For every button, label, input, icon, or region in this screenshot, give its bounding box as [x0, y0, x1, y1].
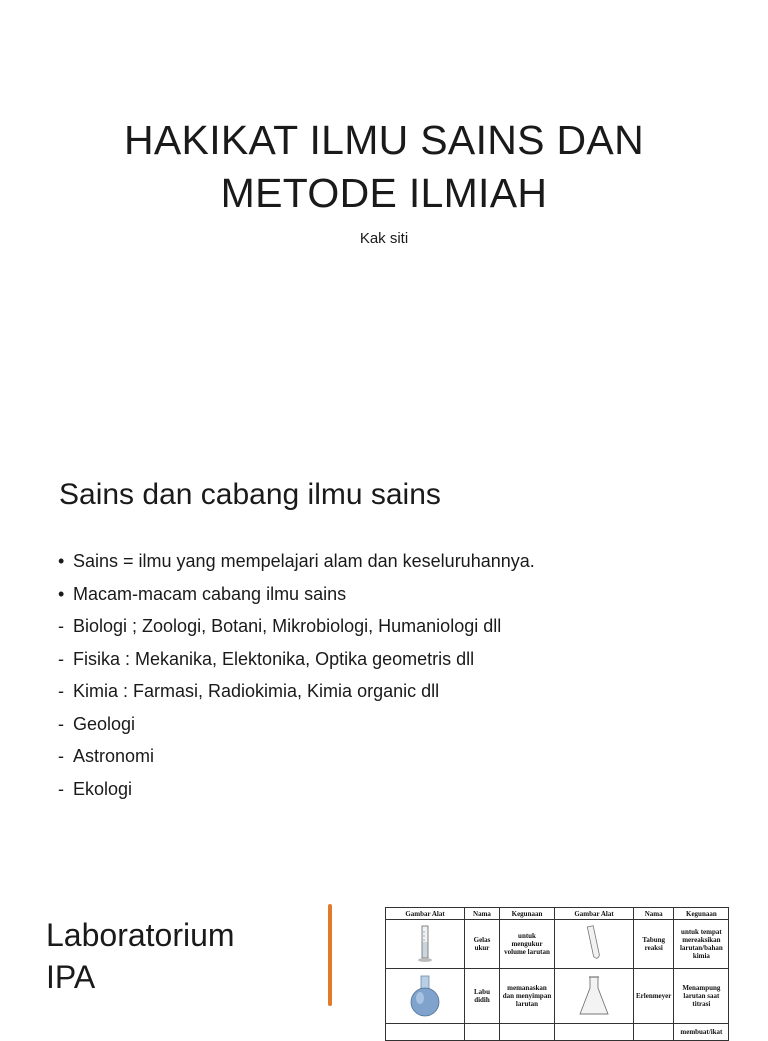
erlenmeyer-flask-icon [577, 974, 611, 1018]
boiling-flask-icon [407, 974, 443, 1018]
column-header: Kegunaan [674, 908, 729, 920]
dash-marker: - [58, 681, 64, 701]
equipment-name: Erlenmeyer [634, 969, 674, 1024]
list-item [58, 583, 535, 616]
equipment-name: Tabung reaksi [634, 920, 674, 969]
dash-marker: - [58, 713, 64, 734]
accent-divider [328, 904, 332, 1006]
table-row [386, 920, 729, 969]
column-header: Nama [465, 908, 500, 920]
title-slide [0, 0, 768, 432]
dash-marker: - [58, 778, 64, 799]
list-item-text: Sains = ilmu yang mempelajari alam dan keseluruhannya. [73, 551, 535, 571]
equipment-image-cell [386, 920, 465, 969]
bullet-marker: • [58, 551, 65, 571]
column-header: Nama [634, 908, 674, 920]
list-item-text: Fisika : Mekanika, Elektonika, Optika geometris dll [73, 648, 475, 669]
slide-title-line2: METODE ILMIAH [220, 170, 548, 216]
list-item-text: Macam-macam cabang ilmu sains [73, 583, 347, 604]
list-item [58, 745, 535, 778]
list-item-text: Biologi ; Zoologi, Botani, Mikrobiologi, Humaniologi dll [73, 616, 502, 636]
table-row [386, 1024, 729, 1041]
table-row [386, 969, 729, 1024]
equipment-name: Gelas ukur [465, 920, 500, 969]
column-header: Kegunaan [500, 908, 555, 920]
slide-subtitle: Kak siti [359, 230, 409, 247]
list-item-text: Geologi [73, 713, 136, 734]
list-item [58, 615, 535, 648]
content-slide [0, 442, 768, 874]
lab-title [46, 914, 235, 998]
list-item-text: Ekologi [73, 778, 133, 799]
list-item [58, 713, 535, 746]
bullet-list [58, 550, 535, 810]
equipment-use: memanaskan dan menyimpan larutan [500, 969, 555, 1024]
equipment-image-cell [555, 920, 634, 969]
equipment-use: Menampung larutan saat titrasi [674, 969, 729, 1024]
equipment-image-cell [386, 1024, 465, 1041]
list-item [58, 680, 535, 713]
equipment-use: untuk mengukur volume larutan [500, 920, 555, 969]
graduated-cylinder-icon [415, 924, 435, 964]
table-header-row [386, 908, 729, 920]
slide-title-line1: HAKIKAT ILMU SAINS DAN [124, 117, 644, 163]
equipment-image-cell [555, 969, 634, 1024]
lab-equipment-table [385, 907, 729, 1041]
equipment-image-cell [555, 1024, 634, 1041]
list-item-text: Kimia : Farmasi, Radiokimia, Kimia organic dll [73, 681, 440, 701]
equipment-name: Labu didih [465, 969, 500, 1024]
equipment-use: untuk tempat mereaksikan larutan/bahan kimia [674, 920, 729, 969]
list-item [58, 648, 535, 681]
list-item [58, 550, 535, 583]
equipment-name [634, 1024, 674, 1041]
equipment-use: membuat/ikat [674, 1024, 729, 1041]
lab-slide [0, 884, 768, 1036]
column-header: Gambar Alat [386, 908, 465, 920]
dash-marker: - [58, 746, 64, 766]
lab-title-line2: IPA [46, 959, 96, 995]
slide-title [60, 114, 708, 220]
dash-marker: - [58, 648, 64, 669]
list-item [58, 778, 535, 811]
test-tube-icon [582, 924, 606, 964]
dash-marker: - [58, 616, 64, 636]
column-header: Gambar Alat [555, 908, 634, 920]
lab-title-line1: Laboratorium [46, 917, 235, 953]
bullet-marker: • [58, 583, 65, 604]
list-item-text: Astronomi [73, 746, 155, 766]
equipment-name [465, 1024, 500, 1041]
section-title: Sains dan cabang ilmu sains [59, 478, 441, 511]
equipment-use [500, 1024, 555, 1041]
equipment-image-cell [386, 969, 465, 1024]
